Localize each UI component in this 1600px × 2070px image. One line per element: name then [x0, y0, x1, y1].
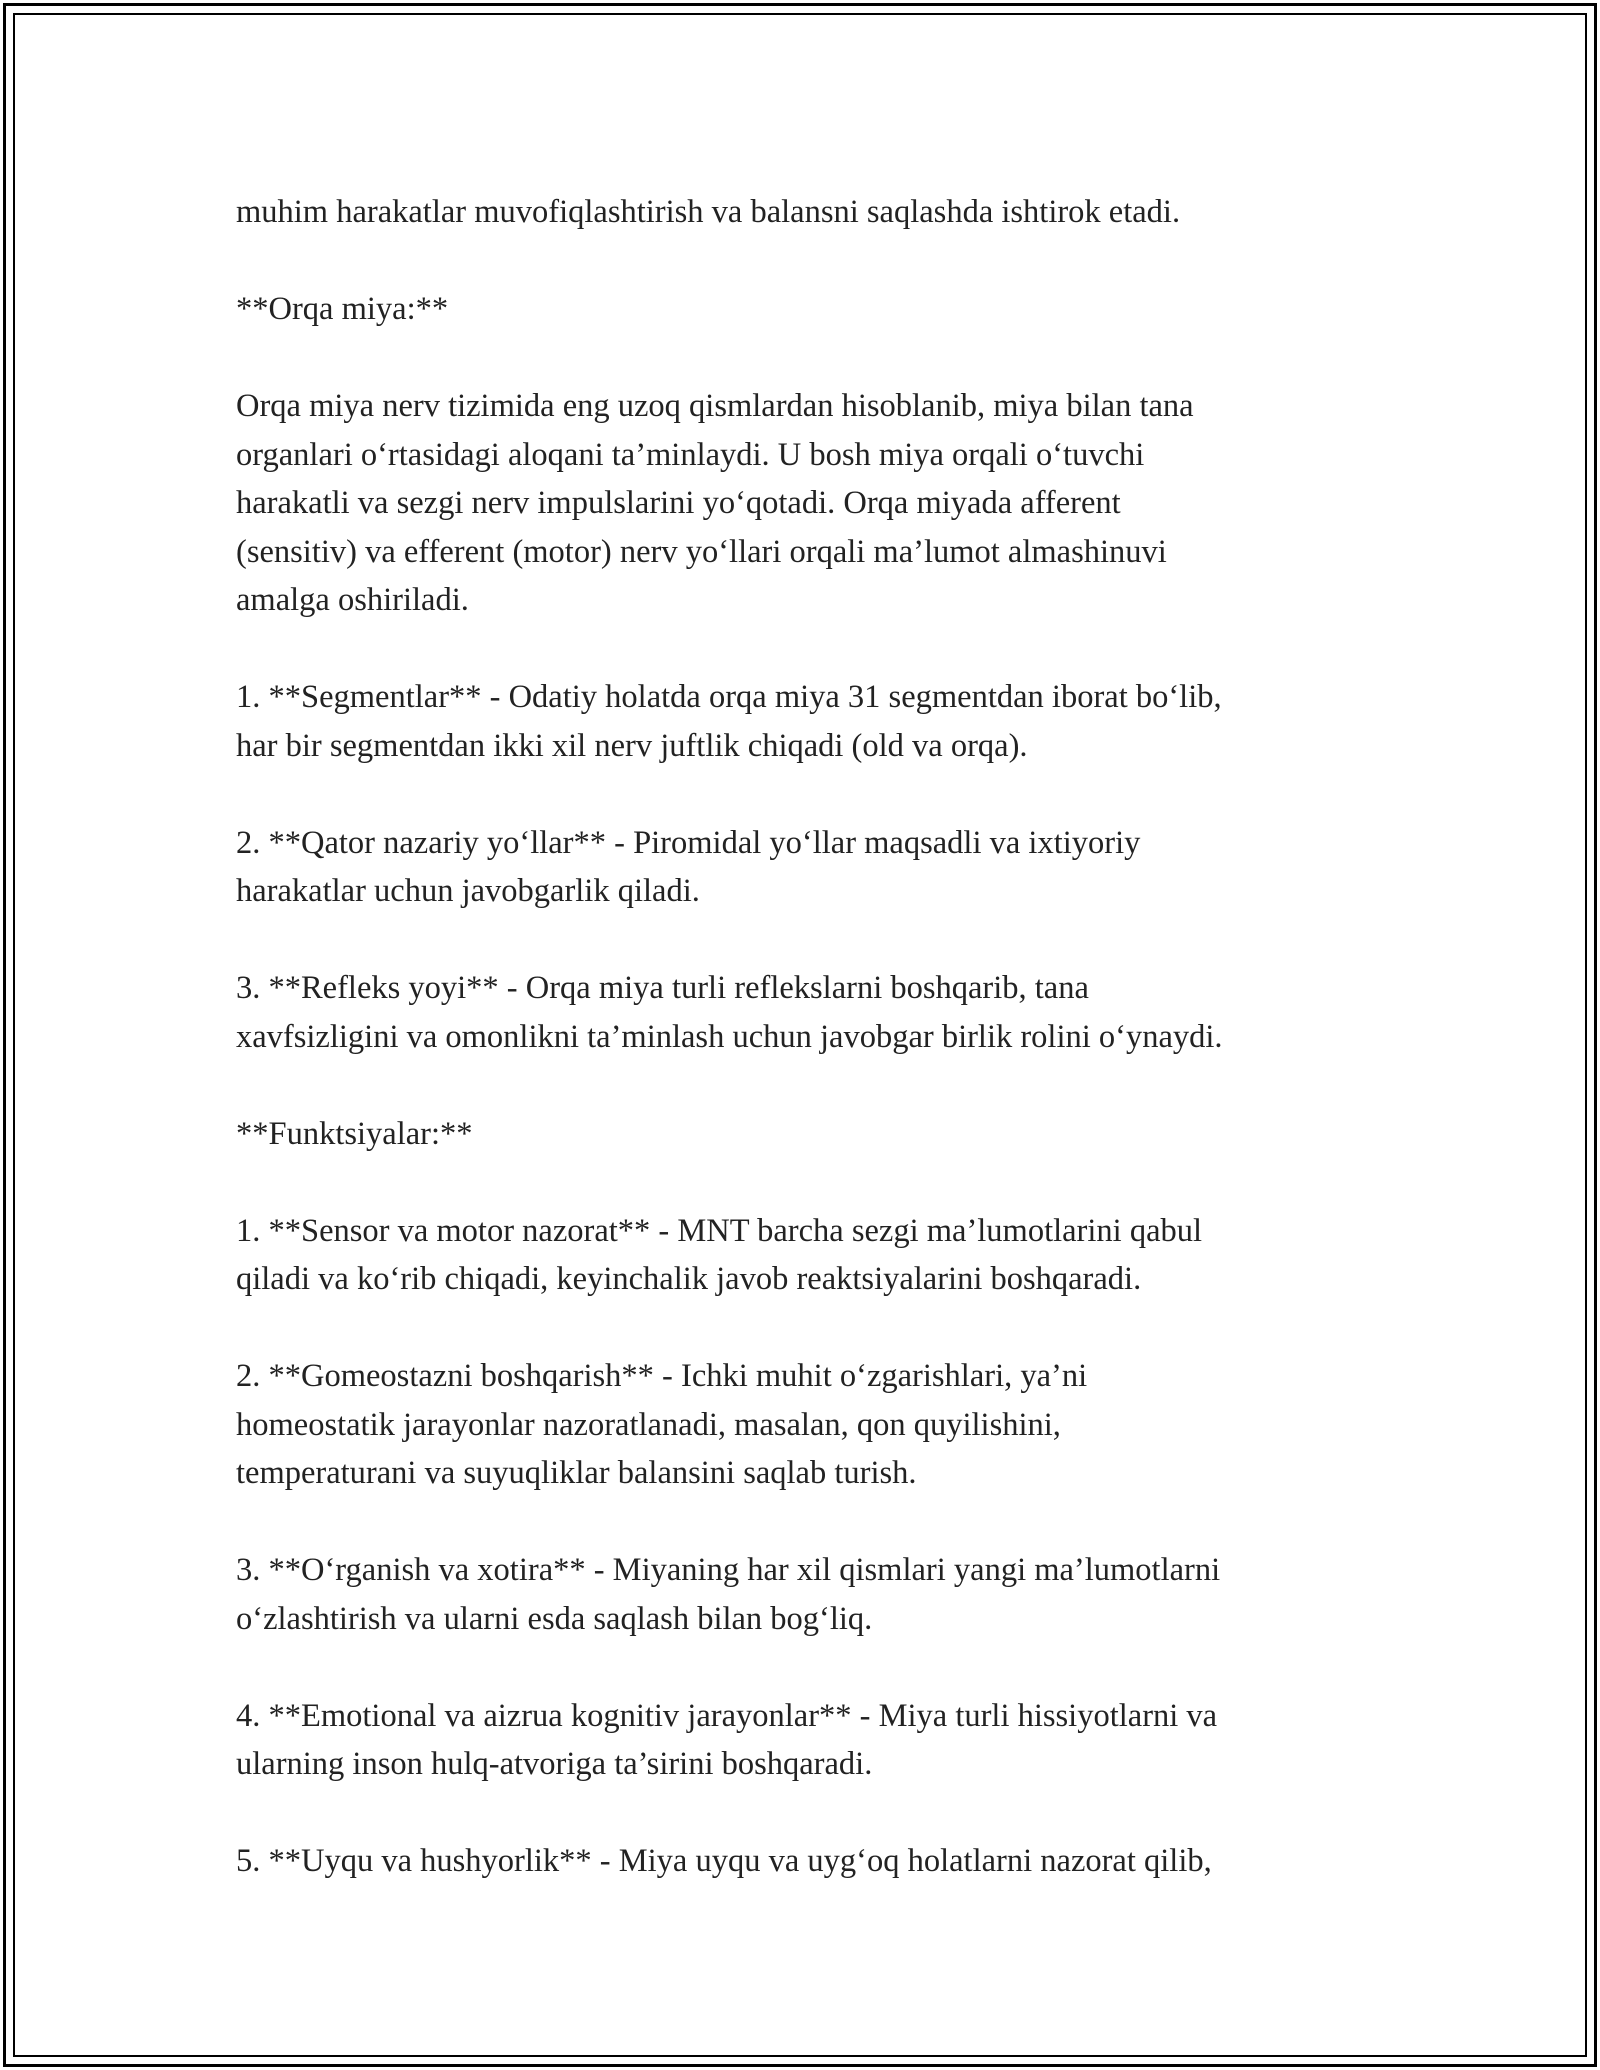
list-item-organish-xotira: 3. **O‘rganish va xotira** - Miyaning har xil qismlari yangi ma’lumotlarni o‘zlashtirish va ularni esda saqlash bilan bog‘liq. [236, 1552, 1221, 1637]
paragraph-continuation: muhim harakatlar muvofiqlashtirish va balansni saqlashda ishtirok etadi. [236, 194, 1181, 230]
list-item-gomeostaz: 2. **Gomeostazni boshqarish** - Ichki muhit o‘zgarishlari, ya’ni homeostatik jarayonlar nazoratlanadi, masalan, qon quyilishini, temperaturani va suyuqliklar balansini saqlab turish. [236, 1358, 1088, 1491]
document-body [236, 188, 1371, 1886]
list-item-segmentlar: 1. **Segmentlar** - Odatiy holatda orqa miya 31 segmentdan iborat bo‘lib, har bir segmentdan ikki xil nerv juftlik chiqadi (old va orqa). [236, 679, 1222, 764]
paragraph-orqa-miya-intro: Orqa miya nerv tizimida eng uzoq qismlardan hisoblanib, miya bilan tana organlari o‘rtasidagi aloqani ta’minlaydi. U bosh miya orqali o‘tuvchi harakatli va sezgi nerv impulslarini yo‘qotadi. Orqa miyada afferent (sensitiv) va efferent (motor) nerv yo‘llari orqali ma’lumot almashinuvi amalga oshiriladi. [236, 388, 1194, 618]
list-item-qator-yollar: 2. **Qator nazariy yo‘llar** - Piromidal yo‘llar maqsadli va ixtiyoriy harakatlar uchun javobgarlik qiladi. [236, 824, 1141, 909]
heading-funktsiyalar: **Funktsiyalar:** [236, 1115, 473, 1152]
list-item-uyqu: 5. **Uyqu va hushyorlik** - Miya uyqu va uyg‘oq holatlarni nazorat qilib, [236, 1843, 1212, 1879]
list-item-emotional: 4. **Emotional va aizrua kognitiv jarayonlar** - Miya turli hissiyotlarni va ularning inson hulq-atvoriga ta’sirini boshqaradi. [236, 1697, 1218, 1782]
heading-orqa-miya: **Orqa miya:** [236, 291, 449, 327]
list-item-refleks-yoyi: 3. **Refleks yoyi** - Orqa miya turli reflekslarni boshqarib, tana xavfsizligini va omonlikni ta’minlash uchun javobgar birlik rolini o‘ynaydi. [236, 970, 1223, 1055]
list-item-sensor-motor: 1. **Sensor va motor nazorat** - MNT barcha sezgi ma’lumotlarini qabul qiladi va ko‘rib chiqadi, keyinchalik javob reaktsiyalarini boshqaradi. [236, 1212, 1203, 1297]
